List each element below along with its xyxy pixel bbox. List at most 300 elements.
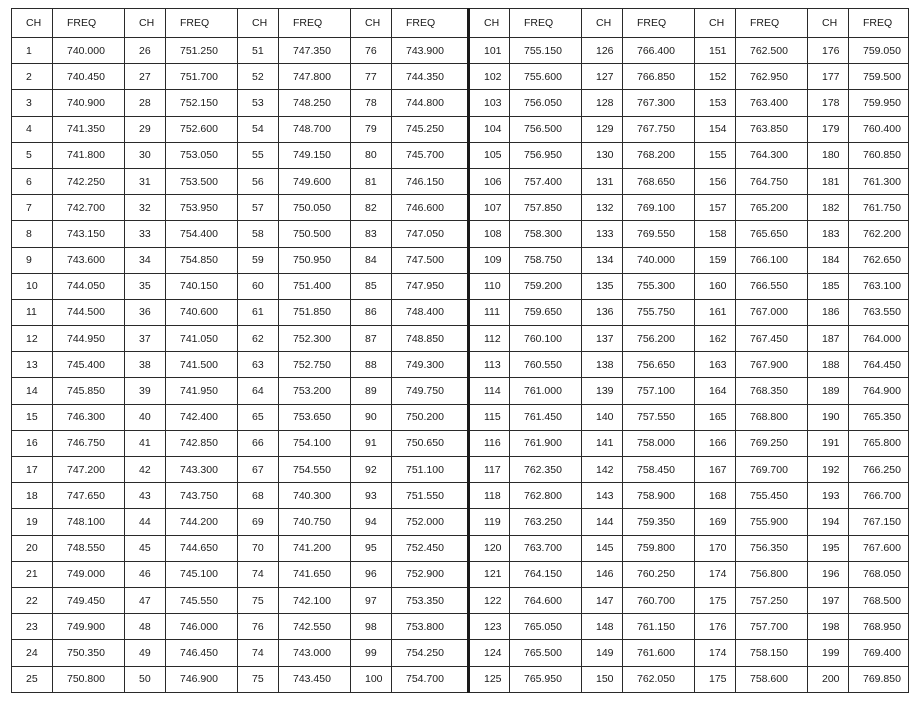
channel-number: 44 — [125, 509, 166, 535]
frequency-value: 761.450 — [510, 404, 582, 430]
channel-number: 163 — [695, 352, 736, 378]
frequency-value: 745.250 — [392, 116, 469, 142]
channel-number: 29 — [125, 116, 166, 142]
header-ch-label: CH — [351, 9, 392, 38]
header-ch-label: CH — [695, 9, 736, 38]
channel-number: 150 — [582, 666, 623, 693]
frequency-value: 765.350 — [849, 404, 909, 430]
frequency-value: 762.950 — [736, 64, 808, 90]
frequency-value: 741.500 — [166, 352, 238, 378]
channel-number: 183 — [808, 221, 849, 247]
frequency-value: 752.150 — [166, 90, 238, 116]
channel-number: 149 — [582, 640, 623, 666]
channel-number: 139 — [582, 378, 623, 404]
frequency-value: 765.650 — [736, 221, 808, 247]
frequency-value: 762.800 — [510, 483, 582, 509]
frequency-value: 754.550 — [279, 457, 351, 483]
channel-number: 115 — [469, 404, 510, 430]
channel-number: 93 — [351, 483, 392, 509]
frequency-value: 751.250 — [166, 38, 238, 64]
frequency-value: 753.950 — [166, 195, 238, 221]
frequency-value: 740.000 — [53, 38, 125, 64]
channel-number: 49 — [125, 640, 166, 666]
frequency-value: 744.050 — [53, 273, 125, 299]
frequency-value: 746.900 — [166, 666, 238, 693]
frequency-value: 744.800 — [392, 90, 469, 116]
channel-number: 17 — [12, 457, 53, 483]
frequency-value: 769.850 — [849, 666, 909, 693]
frequency-value: 752.750 — [279, 352, 351, 378]
channel-number: 26 — [125, 38, 166, 64]
channel-number: 133 — [582, 221, 623, 247]
channel-number: 95 — [351, 535, 392, 561]
channel-number: 9 — [12, 247, 53, 273]
channel-number: 69 — [238, 509, 279, 535]
channel-number: 134 — [582, 247, 623, 273]
frequency-value: 742.100 — [279, 587, 351, 613]
channel-number: 101 — [469, 38, 510, 64]
frequency-value: 741.800 — [53, 142, 125, 168]
frequency-value: 749.600 — [279, 168, 351, 194]
channel-number: 6 — [12, 168, 53, 194]
frequency-value: 757.850 — [510, 195, 582, 221]
channel-number: 122 — [469, 587, 510, 613]
frequency-value: 751.100 — [392, 457, 469, 483]
channel-number: 16 — [12, 430, 53, 456]
channel-number: 148 — [582, 614, 623, 640]
channel-number: 158 — [695, 221, 736, 247]
table-row — [12, 64, 909, 90]
frequency-value: 747.500 — [392, 247, 469, 273]
channel-number: 94 — [351, 509, 392, 535]
channel-number: 175 — [695, 587, 736, 613]
frequency-value: 743.600 — [53, 247, 125, 273]
frequency-value: 740.300 — [279, 483, 351, 509]
channel-number: 18 — [12, 483, 53, 509]
channel-number: 10 — [12, 273, 53, 299]
channel-number: 11 — [12, 299, 53, 325]
frequency-value: 763.850 — [736, 116, 808, 142]
frequency-value: 748.250 — [279, 90, 351, 116]
frequency-value: 756.500 — [510, 116, 582, 142]
frequency-value: 752.900 — [392, 561, 469, 587]
channel-number: 80 — [351, 142, 392, 168]
frequency-value: 741.200 — [279, 535, 351, 561]
channel-number: 157 — [695, 195, 736, 221]
frequency-value: 753.050 — [166, 142, 238, 168]
channel-number: 53 — [238, 90, 279, 116]
frequency-value: 769.400 — [849, 640, 909, 666]
frequency-value: 764.750 — [736, 168, 808, 194]
frequency-value: 763.550 — [849, 299, 909, 325]
frequency-value: 752.300 — [279, 326, 351, 352]
frequency-value: 743.150 — [53, 221, 125, 247]
frequency-value: 767.750 — [623, 116, 695, 142]
channel-number: 176 — [695, 614, 736, 640]
frequency-value: 748.400 — [392, 299, 469, 325]
frequency-value: 763.100 — [849, 273, 909, 299]
frequency-value: 758.150 — [736, 640, 808, 666]
channel-number: 147 — [582, 587, 623, 613]
frequency-value: 747.650 — [53, 483, 125, 509]
frequency-value: 756.050 — [510, 90, 582, 116]
channel-number: 70 — [238, 535, 279, 561]
channel-number: 140 — [582, 404, 623, 430]
channel-number: 3 — [12, 90, 53, 116]
frequency-value: 765.950 — [510, 666, 582, 693]
channel-number: 79 — [351, 116, 392, 142]
channel-number: 15 — [12, 404, 53, 430]
frequency-value: 746.000 — [166, 614, 238, 640]
table-row — [12, 247, 909, 273]
frequency-value: 766.550 — [736, 273, 808, 299]
channel-number: 168 — [695, 483, 736, 509]
table-header — [12, 9, 909, 38]
channel-number: 154 — [695, 116, 736, 142]
channel-number: 8 — [12, 221, 53, 247]
channel-number: 84 — [351, 247, 392, 273]
channel-number: 5 — [12, 142, 53, 168]
channel-number: 184 — [808, 247, 849, 273]
frequency-value: 743.900 — [392, 38, 469, 64]
channel-number: 59 — [238, 247, 279, 273]
frequency-value: 748.850 — [392, 326, 469, 352]
channel-number: 155 — [695, 142, 736, 168]
header-freq-label: FREQ — [166, 9, 238, 38]
channel-number: 192 — [808, 457, 849, 483]
channel-number: 13 — [12, 352, 53, 378]
channel-number: 46 — [125, 561, 166, 587]
frequency-value: 747.050 — [392, 221, 469, 247]
table-row — [12, 561, 909, 587]
channel-number: 114 — [469, 378, 510, 404]
frequency-value: 758.600 — [736, 666, 808, 693]
channel-number: 135 — [582, 273, 623, 299]
channel-number: 83 — [351, 221, 392, 247]
frequency-value: 744.650 — [166, 535, 238, 561]
channel-number: 35 — [125, 273, 166, 299]
channel-number: 98 — [351, 614, 392, 640]
frequency-value: 750.800 — [53, 666, 125, 693]
table-row — [12, 666, 909, 693]
frequency-value: 758.000 — [623, 430, 695, 456]
channel-number: 74 — [238, 561, 279, 587]
channel-number: 89 — [351, 378, 392, 404]
channel-number: 142 — [582, 457, 623, 483]
channel-number: 132 — [582, 195, 623, 221]
channel-number: 45 — [125, 535, 166, 561]
channel-number: 90 — [351, 404, 392, 430]
frequency-value: 768.950 — [849, 614, 909, 640]
frequency-value: 740.600 — [166, 299, 238, 325]
frequency-value: 746.150 — [392, 168, 469, 194]
channel-number: 63 — [238, 352, 279, 378]
frequency-value: 769.550 — [623, 221, 695, 247]
frequency-value: 750.350 — [53, 640, 125, 666]
frequency-value: 747.200 — [53, 457, 125, 483]
frequency-value: 766.400 — [623, 38, 695, 64]
channel-number: 174 — [695, 561, 736, 587]
table-row — [12, 168, 909, 194]
channel-number: 82 — [351, 195, 392, 221]
frequency-value: 743.000 — [279, 640, 351, 666]
channel-number: 1 — [12, 38, 53, 64]
frequency-value: 761.750 — [849, 195, 909, 221]
frequency-value: 761.000 — [510, 378, 582, 404]
channel-number: 160 — [695, 273, 736, 299]
channel-number: 108 — [469, 221, 510, 247]
frequency-value: 745.700 — [392, 142, 469, 168]
channel-number: 193 — [808, 483, 849, 509]
channel-number: 186 — [808, 299, 849, 325]
channel-number: 165 — [695, 404, 736, 430]
channel-number: 169 — [695, 509, 736, 535]
channel-number: 112 — [469, 326, 510, 352]
channel-number: 178 — [808, 90, 849, 116]
frequency-value: 762.650 — [849, 247, 909, 273]
frequency-value: 751.700 — [166, 64, 238, 90]
channel-number: 92 — [351, 457, 392, 483]
frequency-value: 748.700 — [279, 116, 351, 142]
frequency-value: 763.700 — [510, 535, 582, 561]
frequency-value: 750.050 — [279, 195, 351, 221]
frequency-value: 755.900 — [736, 509, 808, 535]
channel-number: 81 — [351, 168, 392, 194]
channel-number: 152 — [695, 64, 736, 90]
frequency-value: 758.750 — [510, 247, 582, 273]
frequency-value: 755.450 — [736, 483, 808, 509]
table-row — [12, 614, 909, 640]
frequency-value: 748.100 — [53, 509, 125, 535]
frequency-value: 749.750 — [392, 378, 469, 404]
channel-number: 36 — [125, 299, 166, 325]
channel-number: 47 — [125, 587, 166, 613]
channel-number: 116 — [469, 430, 510, 456]
frequency-value: 750.500 — [279, 221, 351, 247]
table-row — [12, 430, 909, 456]
table-row — [12, 404, 909, 430]
channel-number: 28 — [125, 90, 166, 116]
channel-number: 131 — [582, 168, 623, 194]
channel-number: 123 — [469, 614, 510, 640]
frequency-value: 743.750 — [166, 483, 238, 509]
frequency-value: 767.000 — [736, 299, 808, 325]
frequency-value: 762.200 — [849, 221, 909, 247]
channel-number: 121 — [469, 561, 510, 587]
header-ch-label: CH — [238, 9, 279, 38]
frequency-value: 743.300 — [166, 457, 238, 483]
channel-number: 137 — [582, 326, 623, 352]
channel-number: 57 — [238, 195, 279, 221]
frequency-value: 751.550 — [392, 483, 469, 509]
channel-number: 189 — [808, 378, 849, 404]
header-freq-label: FREQ — [279, 9, 351, 38]
frequency-value: 763.250 — [510, 509, 582, 535]
frequency-value: 754.700 — [392, 666, 469, 693]
channel-number: 200 — [808, 666, 849, 693]
channel-number: 125 — [469, 666, 510, 693]
channel-number: 55 — [238, 142, 279, 168]
frequency-value: 767.300 — [623, 90, 695, 116]
channel-number: 97 — [351, 587, 392, 613]
channel-number: 99 — [351, 640, 392, 666]
channel-number: 141 — [582, 430, 623, 456]
frequency-value: 767.150 — [849, 509, 909, 535]
channel-number: 187 — [808, 326, 849, 352]
table-row — [12, 326, 909, 352]
channel-number: 14 — [12, 378, 53, 404]
frequency-value: 748.550 — [53, 535, 125, 561]
channel-number: 146 — [582, 561, 623, 587]
frequency-value: 760.100 — [510, 326, 582, 352]
frequency-value: 767.450 — [736, 326, 808, 352]
channel-number: 24 — [12, 640, 53, 666]
frequency-value: 768.800 — [736, 404, 808, 430]
channel-number: 68 — [238, 483, 279, 509]
table-row — [12, 90, 909, 116]
frequency-value: 761.300 — [849, 168, 909, 194]
frequency-value: 759.500 — [849, 64, 909, 90]
frequency-value: 760.250 — [623, 561, 695, 587]
frequency-value: 765.500 — [510, 640, 582, 666]
frequency-value: 759.950 — [849, 90, 909, 116]
channel-number: 128 — [582, 90, 623, 116]
header-ch-label: CH — [12, 9, 53, 38]
channel-number: 7 — [12, 195, 53, 221]
channel-number: 105 — [469, 142, 510, 168]
channel-number: 180 — [808, 142, 849, 168]
frequency-value: 740.900 — [53, 90, 125, 116]
frequency-value: 744.950 — [53, 326, 125, 352]
channel-number: 74 — [238, 640, 279, 666]
frequency-value: 762.050 — [623, 666, 695, 693]
frequency-value: 742.550 — [279, 614, 351, 640]
frequency-value: 742.250 — [53, 168, 125, 194]
frequency-value: 765.200 — [736, 195, 808, 221]
frequency-value: 757.550 — [623, 404, 695, 430]
channel-number: 87 — [351, 326, 392, 352]
header-freq-label: FREQ — [53, 9, 125, 38]
channel-number: 124 — [469, 640, 510, 666]
channel-number: 118 — [469, 483, 510, 509]
frequency-value: 754.850 — [166, 247, 238, 273]
frequency-value: 760.700 — [623, 587, 695, 613]
channel-number: 51 — [238, 38, 279, 64]
frequency-value: 764.900 — [849, 378, 909, 404]
header-ch-label: CH — [125, 9, 166, 38]
frequency-value: 741.650 — [279, 561, 351, 587]
frequency-value: 759.800 — [623, 535, 695, 561]
channel-number: 76 — [351, 38, 392, 64]
frequency-value: 764.600 — [510, 587, 582, 613]
table-row — [12, 535, 909, 561]
frequency-value: 744.500 — [53, 299, 125, 325]
frequency-value: 751.400 — [279, 273, 351, 299]
channel-number: 161 — [695, 299, 736, 325]
frequency-value: 755.300 — [623, 273, 695, 299]
frequency-value: 766.700 — [849, 483, 909, 509]
channel-frequency-table — [11, 8, 909, 693]
frequency-value: 741.350 — [53, 116, 125, 142]
frequency-value: 753.500 — [166, 168, 238, 194]
channel-number: 33 — [125, 221, 166, 247]
frequency-value: 757.700 — [736, 614, 808, 640]
frequency-value: 741.050 — [166, 326, 238, 352]
frequency-value: 768.050 — [849, 561, 909, 587]
channel-number: 86 — [351, 299, 392, 325]
frequency-value: 761.900 — [510, 430, 582, 456]
frequency-value: 761.150 — [623, 614, 695, 640]
frequency-value: 762.350 — [510, 457, 582, 483]
frequency-value: 747.800 — [279, 64, 351, 90]
frequency-value: 747.950 — [392, 273, 469, 299]
channel-number: 88 — [351, 352, 392, 378]
frequency-value: 764.150 — [510, 561, 582, 587]
channel-number: 64 — [238, 378, 279, 404]
frequency-value: 746.300 — [53, 404, 125, 430]
channel-number: 54 — [238, 116, 279, 142]
frequency-value: 755.600 — [510, 64, 582, 90]
frequency-value: 752.600 — [166, 116, 238, 142]
channel-number: 75 — [238, 587, 279, 613]
channel-number: 77 — [351, 64, 392, 90]
channel-number: 19 — [12, 509, 53, 535]
frequency-value: 765.050 — [510, 614, 582, 640]
frequency-value: 749.300 — [392, 352, 469, 378]
frequency-value: 747.350 — [279, 38, 351, 64]
frequency-value: 744.200 — [166, 509, 238, 535]
frequency-value: 755.750 — [623, 299, 695, 325]
frequency-value: 750.950 — [279, 247, 351, 273]
channel-number: 188 — [808, 352, 849, 378]
channel-number: 162 — [695, 326, 736, 352]
channel-number: 190 — [808, 404, 849, 430]
frequency-value: 753.650 — [279, 404, 351, 430]
channel-number: 113 — [469, 352, 510, 378]
channel-number: 166 — [695, 430, 736, 456]
frequency-value: 752.450 — [392, 535, 469, 561]
table-row — [12, 195, 909, 221]
table-row — [12, 38, 909, 64]
channel-number: 60 — [238, 273, 279, 299]
channel-number: 65 — [238, 404, 279, 430]
channel-number: 85 — [351, 273, 392, 299]
channel-number: 129 — [582, 116, 623, 142]
frequency-value: 753.800 — [392, 614, 469, 640]
frequency-value: 742.850 — [166, 430, 238, 456]
frequency-value: 745.850 — [53, 378, 125, 404]
channel-number: 106 — [469, 168, 510, 194]
frequency-value: 763.400 — [736, 90, 808, 116]
frequency-value: 768.200 — [623, 142, 695, 168]
frequency-value: 746.600 — [392, 195, 469, 221]
header-freq-label: FREQ — [623, 9, 695, 38]
channel-number: 34 — [125, 247, 166, 273]
table-row — [12, 509, 909, 535]
channel-number: 91 — [351, 430, 392, 456]
frequency-value: 749.450 — [53, 587, 125, 613]
channel-number: 138 — [582, 352, 623, 378]
frequency-value: 741.950 — [166, 378, 238, 404]
frequency-value: 757.250 — [736, 587, 808, 613]
channel-number: 76 — [238, 614, 279, 640]
frequency-value: 761.600 — [623, 640, 695, 666]
channel-number: 78 — [351, 90, 392, 116]
channel-number: 120 — [469, 535, 510, 561]
channel-number: 67 — [238, 457, 279, 483]
frequency-value: 743.450 — [279, 666, 351, 693]
channel-number: 37 — [125, 326, 166, 352]
